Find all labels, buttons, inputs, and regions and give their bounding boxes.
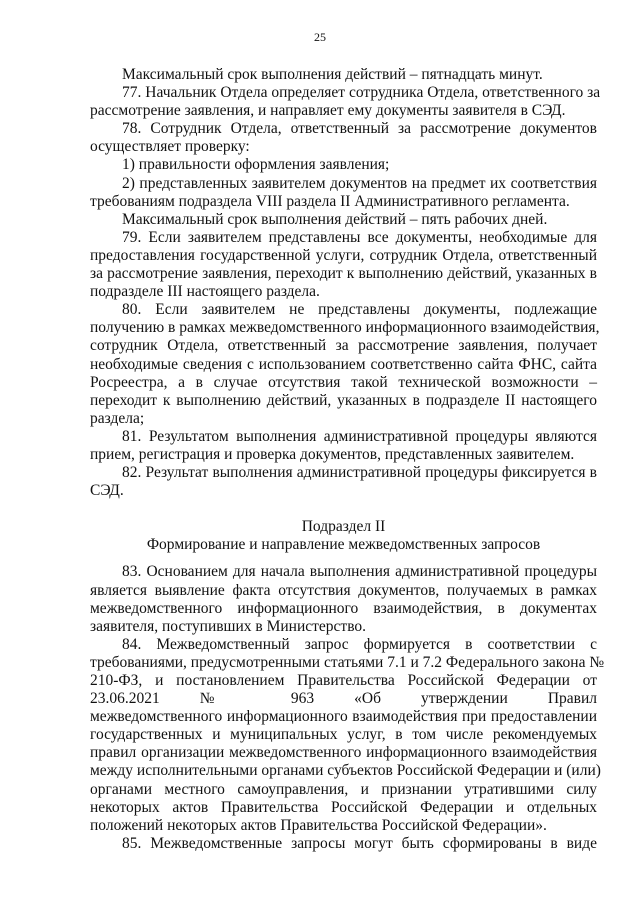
text-line: заявителя, поступивших в Министерство. bbox=[90, 617, 367, 635]
text-line: 210-ФЗ, и постановлением Правительства Российской Федерации от bbox=[90, 672, 597, 689]
text-line: 2) представленных заявителем документов на предмет их соответствия bbox=[122, 174, 597, 192]
subsection-title: Формирование и направление межведомственных запросов bbox=[146, 536, 541, 554]
text-line: правил организации межведомственного информационного взаимодействия bbox=[90, 744, 597, 762]
text-line: 80. Если заявителем не представлены документы, подлежащие bbox=[122, 301, 597, 319]
text-line: 23.06.2021 № 963 «Об утверждении Правил bbox=[90, 690, 597, 708]
text-line: осуществляет проверку: bbox=[90, 138, 250, 156]
text-line: СЭД. bbox=[90, 482, 124, 500]
text-line: органами местного самоуправления, и признании утратившими силу bbox=[90, 780, 597, 798]
text-line: положений некоторых актов Правительства Российской Федерации». bbox=[90, 816, 547, 834]
text-line: Росреестра, а в случае отсутствия такой технической возможности – bbox=[90, 373, 597, 391]
text-line: получению в рамках межведомственного информационного взаимодействия, bbox=[90, 319, 600, 337]
text-line: сотрудник Отдела, ответственный за рассмотрение заявления, получает bbox=[90, 337, 597, 355]
text-line: Максимальный срок выполнения действий – пятнадцать минут. bbox=[122, 66, 543, 83]
text-line: межведомственного информационного взаимодействия при предоставлении bbox=[90, 708, 597, 726]
text-line: требованиям подраздела VIII раздела II Административного регламента. bbox=[90, 192, 570, 210]
text-line: требованиями, предусмотренными статьями 7.1 и 7.2 Федерального закона № bbox=[90, 653, 605, 671]
text-line: 1) правильности оформления заявления; bbox=[122, 156, 390, 174]
paragraphs-block-2 bbox=[90, 563, 605, 853]
text-line: государственных и муниципальных услуг, в том числе рекомендуемых bbox=[90, 726, 597, 744]
document-body bbox=[90, 66, 605, 853]
text-line: некоторых актов Правительства Российской Федерации и отдельных bbox=[90, 798, 597, 816]
text-line: переходит к выполнению действий, указанных в подразделе II настоящего bbox=[90, 391, 597, 409]
text-line: 78. Сотрудник Отдела, ответственный за рассмотрение документов bbox=[122, 120, 597, 138]
subsection-label: Подраздел II bbox=[301, 518, 386, 536]
text-line: 85. Межведомственные запросы могут быть сформированы в виде bbox=[122, 834, 597, 852]
text-line: 82. Результат выполнения административной процедуры фиксируется в bbox=[122, 464, 597, 482]
text-line: прием, регистрация и проверка документов, представленных заявителем. bbox=[90, 445, 575, 463]
text-line: предоставления государственной услуги, сотрудник Отдела, ответственный bbox=[90, 246, 597, 264]
text-line: между исполнительными органами субъектов Российской Федерации и (или) bbox=[90, 762, 601, 780]
spacer bbox=[90, 500, 597, 518]
text-line: необходимые сведения с использованием соответственно сайта ФНС, сайта bbox=[90, 355, 597, 373]
text-line: 77. Начальник Отдела определяет сотрудника Отдела, ответственного за bbox=[122, 84, 601, 102]
paragraphs-block-1 bbox=[90, 66, 601, 500]
text-line: раздела; bbox=[90, 409, 145, 427]
text-line: 81. Результатом выполнения административной процедуры являются bbox=[122, 427, 597, 445]
text-line: межведомственного информационного взаимодействия, в документах bbox=[90, 599, 597, 617]
text-line: рассмотрение заявления, и направляет ему документы заявителя в СЭД. bbox=[90, 102, 566, 120]
page-number: 25 bbox=[314, 30, 326, 44]
text-line: Максимальный срок выполнения действий – пять рабочих дней. bbox=[122, 210, 548, 228]
text-line: 83. Основанием для начала выполнения административной процедуры bbox=[122, 563, 597, 581]
text-line: за рассмотрение заявления, переходит к выполнению действий, указанных в bbox=[90, 265, 597, 283]
text-line: подразделе III настоящего раздела. bbox=[90, 283, 320, 301]
text-line: является выявление факта отсутствия документов, получаемых в рамках bbox=[90, 581, 597, 599]
text-line: 84. Межведомственный запрос формируется в соответствии с bbox=[122, 635, 597, 653]
spacer bbox=[90, 554, 597, 563]
text-line: 79. Если заявителем представлены все документы, необходимые для bbox=[122, 228, 597, 246]
